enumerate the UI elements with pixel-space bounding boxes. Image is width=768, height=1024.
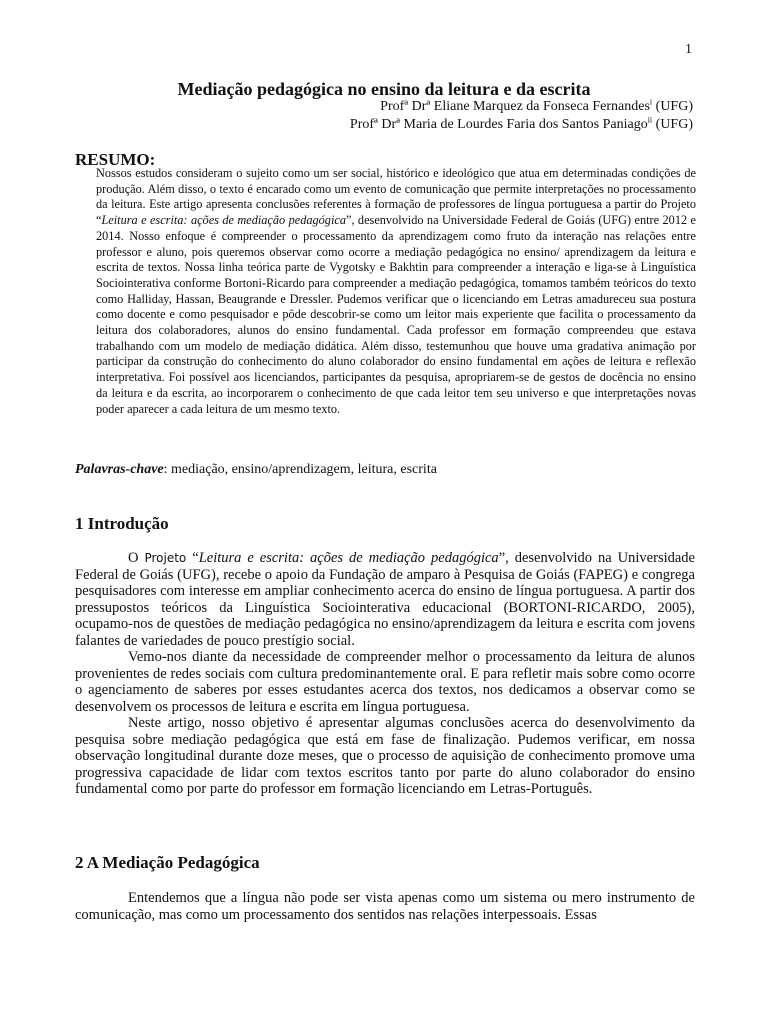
author-affiliation: (UFG) bbox=[655, 117, 693, 132]
introduction-body bbox=[75, 550, 695, 798]
page-number: 1 bbox=[685, 42, 692, 57]
section-heading-mediacao: 2 A Mediação Pedagógica bbox=[75, 853, 260, 872]
abstract-text: Nossos estudos consideram o sujeito como um ser social, histórico e ideológico que atua em determinadas condições de produção. Além disso, o texto é encarado como um evento de comunicação que permite interpretações no processamento da leitura. Este artigo apresenta conclusões referentes à formação de professores de língua portuguesa a partir do Projeto “ bbox=[96, 166, 696, 228]
author-note-marker[interactable]: i bbox=[649, 97, 653, 107]
keywords bbox=[75, 462, 695, 478]
paragraph: Vemo-nos diante da necessidade de compreender melhor o processamento da leitura de alunos provenientes de redes sociais com cultura predominantemente oral. E para refletir mais sobre como ocorre o agenciamento de saberes por esses estudantes acerca dos textos, nos dedicamos a observar como se desenvolvem os processos de leitura e escrita em língua portuguesa. bbox=[75, 649, 695, 715]
abstract-body bbox=[96, 166, 696, 417]
paragraph: Entendemos que a língua não pode ser vista apenas como um sistema ou mero instrumento de comunicação, mas como um processamento dos sentidos nas relações interpessoais. Essas bbox=[75, 890, 695, 923]
project-title: Leitura e escrita: ações de mediação pedagógica bbox=[198, 550, 499, 566]
paragraph-text: “ bbox=[186, 550, 199, 566]
author-list bbox=[350, 98, 693, 134]
author-name: Profª Drª Eliane Marquez da Fonseca Fernandes bbox=[380, 99, 650, 114]
abstract-text: ”, desenvolvido na Universidade Federal de Goiás (UFG) entre 2012 e 2014. Nosso enfoque é compreender o processamento da aprendizagem como fruto da interação nas relações entre professor e aluno, pois queremos observar como ocorre a mediação pedagógica no ensino/ aprendizagem da leitura e escrita de textos. Nossa linha teórica parte de Vygotsky e Bakhtin para compreender a interação e liga-se à Linguística Sociointerativa conforme Bortoni-Ricardo para compreender a mediação pedagógica, tomamos também teóricos do texto como Halliday, Hassan, Beaugrande e Dressler. Pudemos verificar que o licenciando em Letras amadureceu sua postura como docente e como pesquisador e pôde descobrir-se como um leitor mais experiente que facilita o processamento da leitura dos colaboradores, alunos do ensino fundamental. Cada professor em formação compreendeu que estava trabalhando com um modelo de mediação didática. Além disso, testemunhou que houve uma gradativa animação por participar da construção do conhecimento do aluno colaborador do ensino fundamental em ações de leitura e reflexão interpretativa. Foi possível aos licenciandos, participantes da pesquisa, apropriarem-se de gestos de docência no ensino da leitura e da escrita, ao incorporarem o conhecimento de que cada leitor tem seu universo e que interpretações novas poder aparecer a cada leitura de um mesmo texto. bbox=[96, 213, 696, 416]
paragraph bbox=[75, 550, 695, 649]
paper-title: Mediação pedagógica no ensino da leitura e da escrita bbox=[177, 79, 591, 99]
keywords-label: Palavras-chave bbox=[75, 462, 164, 477]
paragraph-text: O bbox=[128, 550, 145, 566]
keywords-list: : mediação, ensino/aprendizagem, leitura, escrita bbox=[163, 462, 437, 477]
author-line bbox=[350, 116, 693, 134]
section-heading-introduction: 1 Introdução bbox=[75, 514, 169, 533]
paragraph-text: ”, desenvolvido na Universidade Federal de Goiás (UFG), recebe o apoio da Fundação de amparo à Pesquisa de Goiás (FAPEG) e congrega pesquisadores com interesse em ampliar conhecimento acerca do ensino de língua portuguesa. A partir dos pressupostos teóricos da Linguística Sociointerativa educacional (BORTONI-RICARDO, 2005), ocupamo-nos de questões de mediação pedagógica no ensino/aprendizagem da leitura e escrita com jovens falantes de variedades de pouco prestígio social. bbox=[75, 550, 695, 649]
abstract-heading: RESUMO: bbox=[75, 150, 156, 169]
author-line bbox=[350, 98, 693, 116]
paragraph: Neste artigo, nosso objetivo é apresentar algumas conclusões acerca do desenvolvimento da pesquisa sobre mediação pedagógica que está em fase de finalização. Pudemos verificar, em nossa observação longitudinal durante doze meses, que o processo de aquisição de conhecimento promove uma progressiva capacidade de lidar com textos escritos tanto por parte do aluno colaborador do ensino fundamental como por parte do professor em formação licenciando em Letras-Português. bbox=[75, 715, 695, 797]
author-affiliation: (UFG) bbox=[655, 99, 693, 114]
mediacao-body bbox=[75, 890, 695, 923]
project-title: Leitura e escrita: ações de mediação pedagógica bbox=[101, 213, 346, 228]
author-note-marker[interactable]: ii bbox=[647, 115, 653, 125]
author-name: Profª Drª Maria de Lourdes Faria dos Santos Paniago bbox=[349, 117, 648, 132]
paragraph-text: Projeto bbox=[144, 551, 187, 565]
